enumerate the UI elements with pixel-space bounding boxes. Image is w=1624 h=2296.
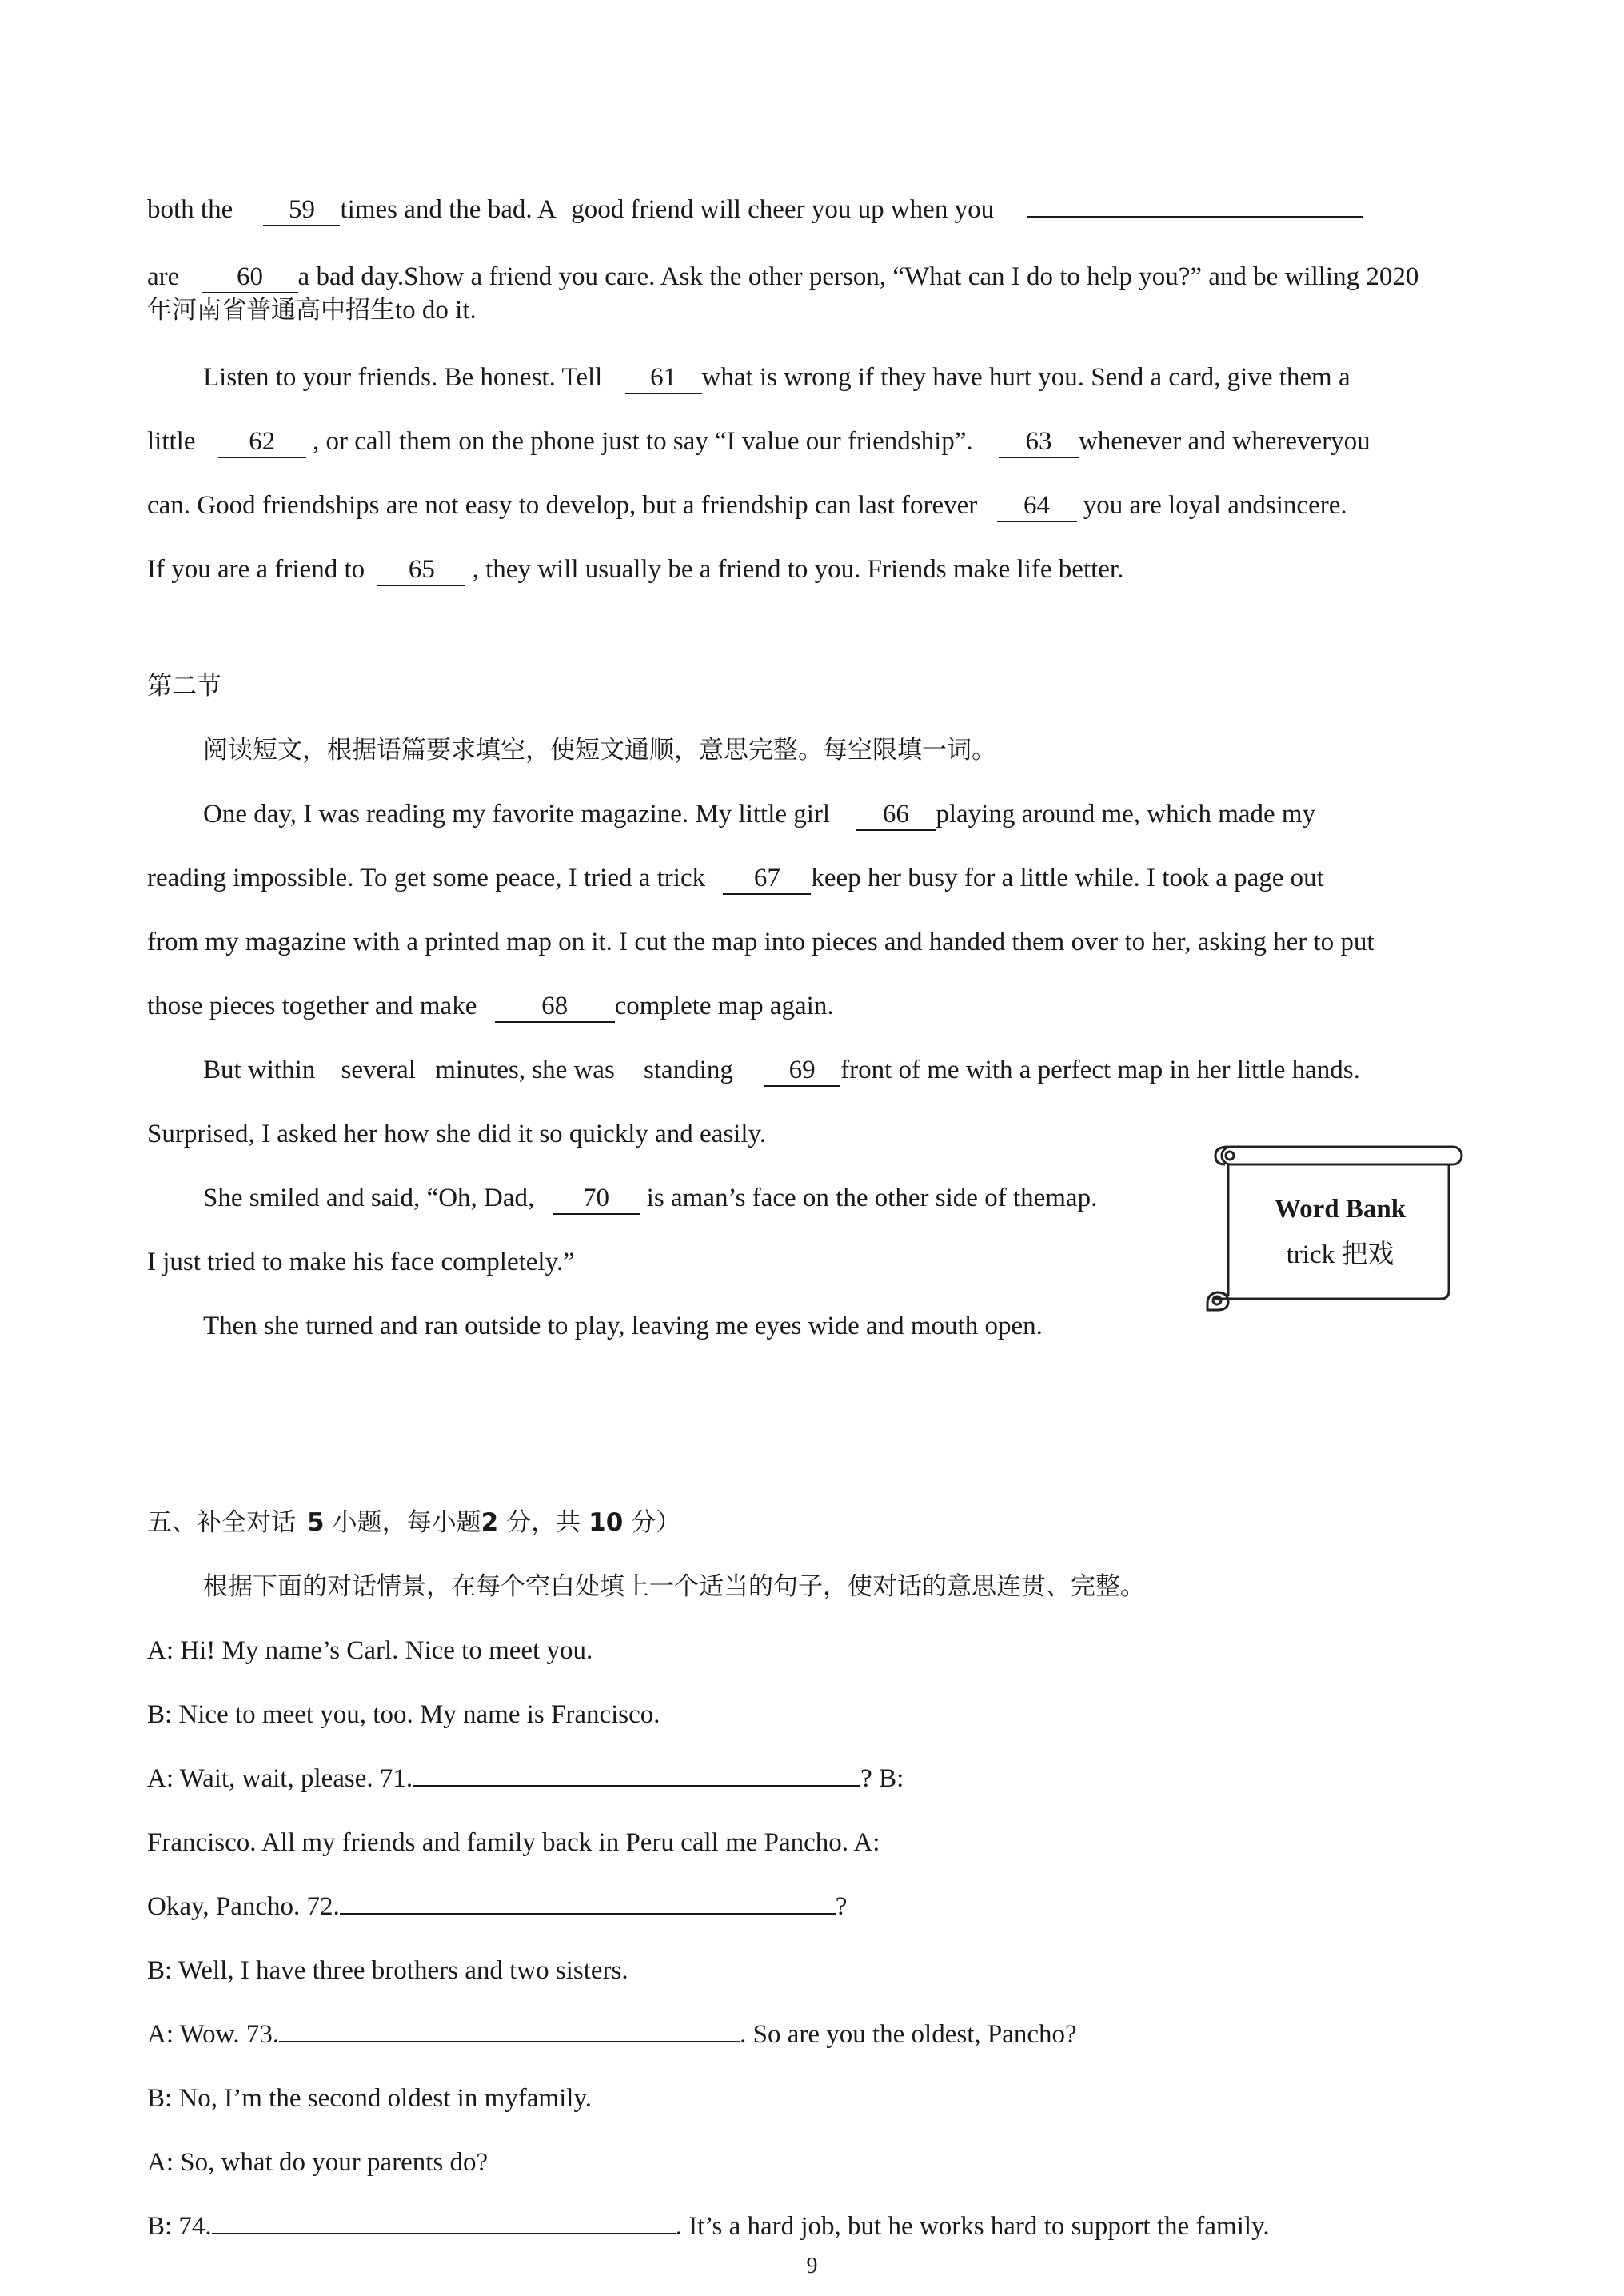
passage-line: Listen to your friends. Be honest. Tell 61 what is wrong if they have hurt you. Send a card, give them a (203, 360, 1351, 395)
passage-line: She smiled and said, “Oh, Dad, 70 is aman’s face on the other side of themap. (203, 1180, 1097, 1216)
passage-line: If you are a friend to 65 , they will usually be a friend to you. Friends make life better. (147, 552, 1123, 587)
passage-line: are 60 a bad day.Show a friend you care. Ask the other person, “What can I do to help you?” and be willing 2020 (147, 259, 1419, 294)
dialogue-line: B: No, I’m the second oldest in myfamily. (147, 2084, 593, 2113)
word-bank-entry: trick 把戏 (1286, 1240, 1395, 1269)
passage-line: 年河南省普通高中招生to do it. (147, 296, 477, 325)
blank-66: 66 (856, 799, 936, 831)
passage-line: little 62 , or call them on the phone just to say “I value our friendship”. 63 whenever and whereveryou (147, 424, 1371, 459)
section-heading: 五、补全对话 5 小题，每小题2 分，共 10 分） (147, 1508, 681, 1537)
passage-line: can. Good friendships are not easy to develop, but a friendship can last forever 64 you are loyal andsincere. (147, 488, 1347, 523)
answer-blank-71[interactable] (413, 1785, 860, 1787)
section-instruction: 根据下面的对话情景，在每个空白处填上一个适当的句子，使对话的意思连贯、完整。 (203, 1572, 1145, 1601)
dialogue-line: B: Well, I have three brothers and two sisters. (147, 1956, 628, 1985)
dialogue-line: A: Wow. 73. . So are you the oldest, Pancho? (147, 2020, 1077, 2049)
blank-60: 60 (202, 262, 298, 293)
dialogue-line: B: 74. . It’s a hard job, but he works hard to support the family. (147, 2212, 1270, 2241)
passage-line: both the 59 times and the bad. A good friend will cheer you up when you (147, 192, 1363, 227)
blank-65: 65 (377, 554, 465, 586)
dialogue-line: B: Nice to meet you, too. My name is Francisco. (147, 1700, 660, 1729)
blank-line (1027, 216, 1363, 218)
section-instruction: 阅读短文，根据语篇要求填空，使短文通顺，意思完整。每空限填一词。 (203, 736, 996, 765)
blank-61: 61 (625, 362, 702, 394)
dialogue-line: A: Hi! My name’s Carl. Nice to meet you. (147, 1636, 593, 1665)
answer-blank-72[interactable] (340, 1913, 836, 1915)
dialogue-line: Okay, Pancho. 72. ? (147, 1892, 848, 1921)
passage-line: from my magazine with a printed map on it. I cut the map into pieces and handed them over to her, asking her to put (147, 928, 1375, 956)
section-heading: 第二节 (147, 672, 221, 701)
passage-line: But within several minutes, she was standing 69 front of me with a perfect map in her little hands. (203, 1052, 1360, 1088)
dialogue-line: A: Wait, wait, please. 71. ? B: (147, 1764, 904, 1793)
dialogue-line: A: So, what do your parents do? (147, 2148, 489, 2177)
passage-line: those pieces together and make 68 complete map again. (147, 988, 834, 1024)
blank-63: 63 (999, 426, 1079, 458)
blank-69: 69 (764, 1055, 840, 1087)
word-bank-title: Word Bank (1274, 1195, 1407, 1224)
blank-64: 64 (997, 490, 1077, 522)
page-number: 9 (806, 2254, 818, 2278)
blank-67: 67 (723, 863, 811, 895)
word-bank (1196, 1134, 1476, 1312)
dialogue-line: Francisco. All my friends and family back in Peru call me Pancho. A: (147, 1828, 880, 1857)
passage-line: Surprised, I asked her how she did it so quickly and easily. (147, 1120, 767, 1148)
passage-line: I just tried to make his face completely.” (147, 1248, 575, 1276)
blank-62: 62 (218, 426, 306, 458)
blank-70: 70 (553, 1183, 640, 1215)
passage-line: Then she turned and ran outside to play, leaving me eyes wide and mouth open. (203, 1312, 1043, 1340)
blank-59: 59 (263, 194, 340, 226)
answer-blank-73[interactable] (279, 2041, 740, 2042)
blank-68: 68 (495, 991, 615, 1023)
passage-line: One day, I was reading my favorite magazine. My little girl 66 playing around me, which made my (203, 797, 1315, 832)
answer-blank-74[interactable] (212, 2233, 676, 2234)
passage-line: reading impossible. To get some peace, I tried a trick 67 keep her busy for a little while. I took a page out (147, 861, 1324, 896)
